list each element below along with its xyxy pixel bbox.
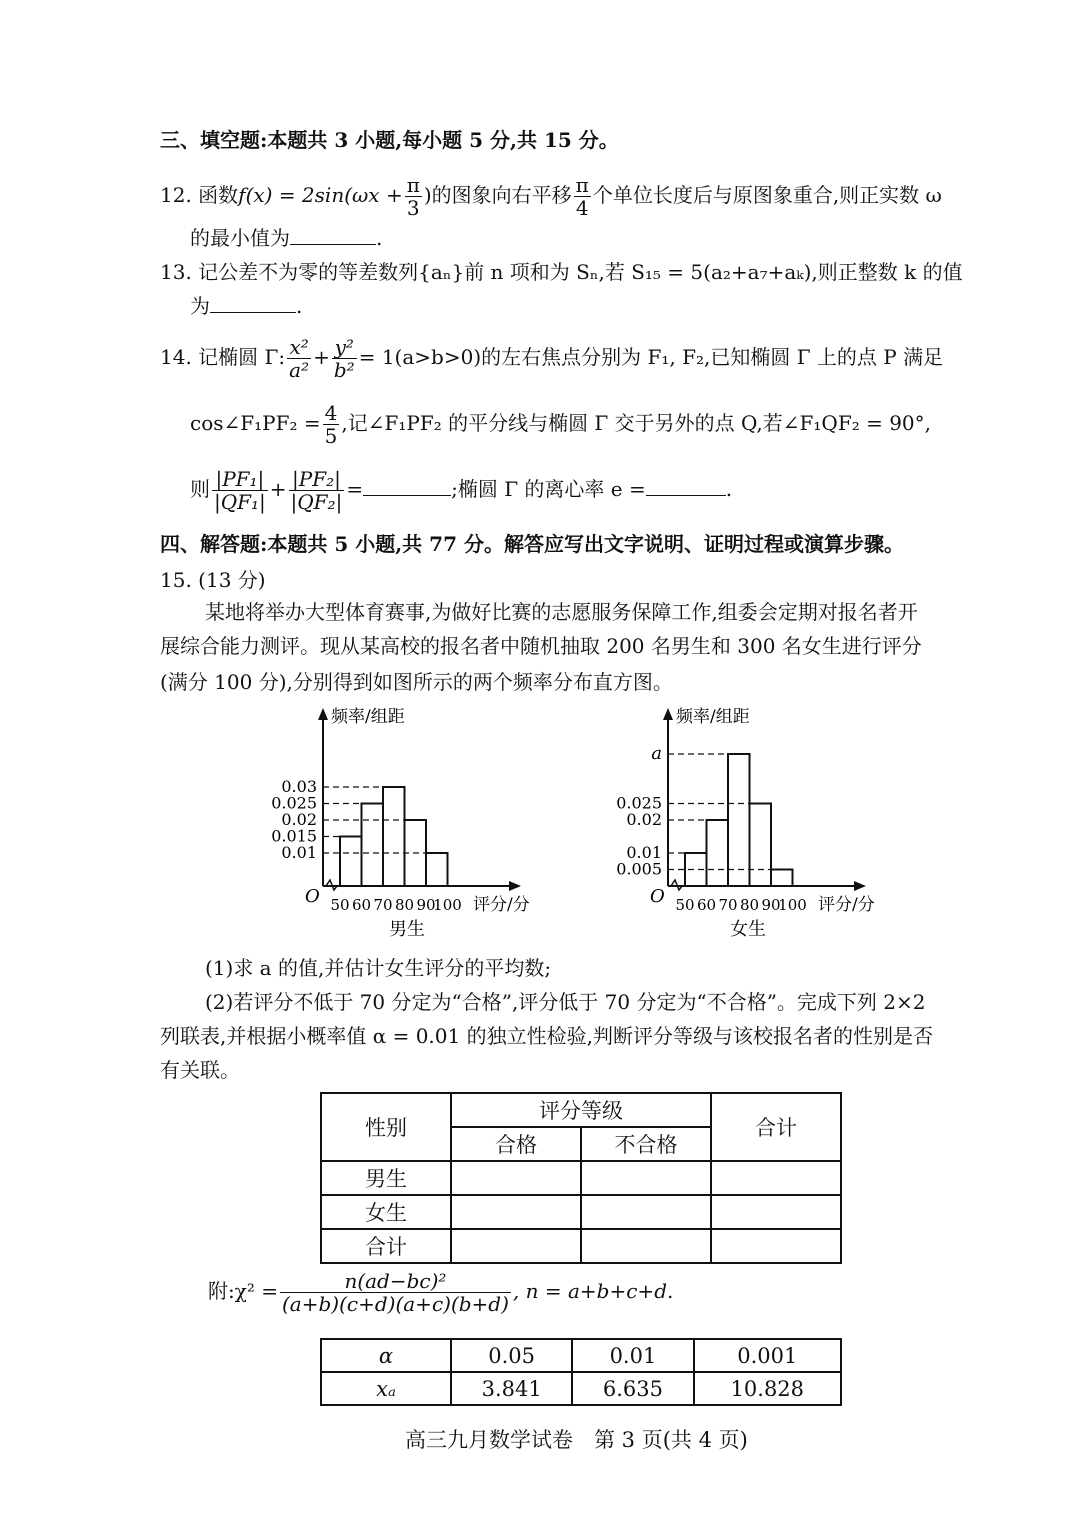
fraction-x2-a2 bbox=[287, 336, 311, 381]
question-15-number: 15. (13 分) bbox=[160, 568, 266, 592]
chi-square-fraction bbox=[280, 1270, 511, 1315]
y-tick-label: 0.02 bbox=[281, 810, 317, 829]
question-14 bbox=[160, 336, 943, 381]
question-13 bbox=[160, 258, 963, 286]
histogram-bar bbox=[426, 853, 448, 886]
x-tick-label: 70 bbox=[718, 896, 738, 914]
denominator: a² bbox=[289, 358, 310, 382]
fraction-4-5 bbox=[323, 402, 340, 447]
chart-title: 女生 bbox=[730, 919, 766, 940]
y-tick-label: 0.03 bbox=[281, 777, 317, 796]
plus-sign: + bbox=[313, 345, 330, 369]
answer-blank[interactable] bbox=[210, 292, 296, 313]
numerator: |PF₂| bbox=[289, 468, 345, 491]
sub-question-1: (1)求 a 的值,并估计女生评分的平均数; bbox=[205, 956, 552, 980]
numerator: n(ad−bc)² bbox=[280, 1270, 511, 1293]
cell-female-total[interactable] bbox=[711, 1195, 841, 1229]
numerator: y² bbox=[332, 336, 357, 359]
cell-female-pass[interactable] bbox=[451, 1195, 581, 1229]
histogram-bar bbox=[771, 870, 793, 887]
y-axis-label: 频率/组距 bbox=[676, 707, 750, 727]
section-3-header: 三、填空题:本题共 3 小题,每小题 5 分,共 15 分。 bbox=[160, 128, 619, 152]
question-text: 为 bbox=[190, 294, 210, 318]
question-15-paragraph-2: 展综合能力测评。现从某高校的报名者中随机抽取 200 名男生和 300 名女生进行评分 bbox=[160, 634, 922, 658]
origin-label: O bbox=[650, 886, 665, 907]
question-12 bbox=[160, 174, 942, 219]
alpha-value: 0.01 bbox=[572, 1339, 693, 1372]
histogram-bar bbox=[750, 804, 772, 887]
question-text: 函数 bbox=[198, 183, 239, 207]
cell-male-fail[interactable] bbox=[581, 1161, 711, 1195]
question-text: = 1(a>b>0)的左右焦点分别为 F₁, F₂,已知椭圆 Γ 上的点 P 满足 bbox=[358, 345, 944, 369]
denominator: b² bbox=[333, 358, 355, 382]
cell-male-pass[interactable] bbox=[451, 1161, 581, 1195]
header-fail: 不合格 bbox=[581, 1127, 711, 1161]
x-tick-label: 100 bbox=[778, 896, 807, 914]
chart-title: 男生 bbox=[389, 919, 425, 940]
y-tick-label: 0.025 bbox=[616, 793, 662, 813]
answer-blank-eccentricity[interactable] bbox=[646, 475, 726, 496]
x-tick-label: 90 bbox=[416, 896, 436, 914]
origin-label: O bbox=[305, 886, 320, 907]
question-number: 14. bbox=[160, 345, 192, 369]
question-12-line-2 bbox=[190, 224, 382, 252]
cell-total-fail[interactable] bbox=[581, 1229, 711, 1263]
numerator: π bbox=[575, 173, 589, 197]
x-axis-arrow bbox=[509, 881, 521, 891]
y-tick-label: 0.015 bbox=[271, 826, 317, 846]
period: . bbox=[296, 294, 303, 318]
question-14-line-3 bbox=[190, 468, 732, 513]
sub-question-2-line-3: 有关联。 bbox=[160, 1058, 240, 1082]
header-grade: 评分等级 bbox=[451, 1093, 711, 1127]
row-label-female: 女生 bbox=[321, 1195, 451, 1229]
numerator: |PF₁| bbox=[212, 468, 268, 491]
question-text: ;椭圆 Γ 的离心率 e = bbox=[451, 477, 646, 501]
cell-male-total[interactable] bbox=[711, 1161, 841, 1195]
fraction-y2-b2 bbox=[332, 336, 357, 381]
histogram-bar bbox=[728, 754, 750, 886]
x-axis-label: 评分/分 bbox=[818, 895, 875, 915]
sub-question-2-line-1: (2)若评分不低于 70 分定为“合格”,评分低于 70 分定为“不合格”。完成下列 2×2 bbox=[205, 990, 926, 1014]
histogram-male bbox=[270, 700, 560, 950]
y-tick-label: 0.005 bbox=[616, 859, 662, 879]
critical-label: xₐ bbox=[321, 1372, 451, 1405]
page-footer: 高三九月数学试卷 第 3 页(共 4 页) bbox=[405, 1428, 748, 1452]
question-text: 个单位长度后与原图象重合,则正实数 ω bbox=[592, 183, 942, 207]
function-expression: f(x) = 2sin(ωx + bbox=[238, 183, 403, 207]
row-label-total: 合计 bbox=[321, 1229, 451, 1263]
question-14-line-2 bbox=[190, 402, 931, 447]
fraction-pi-3 bbox=[405, 174, 422, 219]
critical-value: 6.635 bbox=[572, 1372, 693, 1405]
x-tick-label: 50 bbox=[675, 896, 695, 914]
question-15-paragraph-1: 某地将举办大型体育赛事,为做好比赛的志愿服务保障工作,组委会定期对报名者开 bbox=[205, 600, 918, 624]
period: . bbox=[725, 477, 733, 501]
answer-blank[interactable] bbox=[290, 224, 376, 245]
chi-square-label: 附:χ² = bbox=[208, 1279, 278, 1303]
histogram-bar bbox=[340, 837, 362, 887]
equals-sign: = bbox=[346, 477, 364, 501]
y-axis-arrow bbox=[318, 708, 328, 720]
question-text: 的最小值为 bbox=[190, 226, 290, 250]
x-tick-label: 100 bbox=[433, 896, 462, 914]
contingency-table bbox=[320, 1092, 842, 1264]
histogram-female bbox=[605, 700, 905, 950]
alpha-label: α bbox=[321, 1339, 451, 1372]
x-tick-label: 70 bbox=[373, 896, 393, 914]
period: . bbox=[376, 226, 383, 250]
x-tick-label: 90 bbox=[761, 896, 781, 914]
y-tick-label: 0.025 bbox=[271, 793, 317, 813]
cell-total-total[interactable] bbox=[711, 1229, 841, 1263]
histogram-bar bbox=[362, 804, 384, 887]
critical-value: 10.828 bbox=[694, 1372, 841, 1405]
question-number: 13. bbox=[160, 260, 192, 284]
question-text: 记椭圆 Γ: bbox=[198, 345, 286, 369]
denominator: (a+b)(c+d)(a+c)(b+d) bbox=[282, 1292, 509, 1316]
ratio-pf1-qf1 bbox=[212, 468, 268, 513]
question-text: 则 bbox=[190, 477, 210, 501]
cosine-expression: cos∠F₁PF₂ = bbox=[190, 411, 321, 435]
y-axis-label: 频率/组距 bbox=[331, 707, 405, 727]
histogram-bar bbox=[383, 787, 405, 886]
alpha-value: 0.05 bbox=[451, 1339, 572, 1372]
cell-female-fail[interactable] bbox=[581, 1195, 711, 1229]
question-text: 记公差不为零的等差数列{aₙ}前 n 项和为 Sₙ,若 S₁₅ = 5(a₂+a₇+aₖ),则正整数 k 的值 bbox=[198, 260, 963, 284]
critical-value-table bbox=[320, 1338, 842, 1406]
x-tick-label: 80 bbox=[739, 896, 760, 914]
question-text: ,记∠F₁PF₂ 的平分线与椭圆 Γ 交于另外的点 Q,若∠F₁QF₂ = 90°, bbox=[341, 411, 932, 435]
cell-total-pass[interactable] bbox=[451, 1229, 581, 1263]
x-axis-arrow bbox=[854, 881, 866, 891]
question-text: )的图象向右平移 bbox=[423, 183, 572, 207]
question-number: 12. bbox=[160, 183, 192, 207]
denominator: 5 bbox=[324, 424, 338, 448]
appendix-formula bbox=[208, 1270, 673, 1315]
section-4-header: 四、解答题:本题共 5 小题,共 77 分。解答应写出文字说明、证明过程或演算步骤。 bbox=[160, 532, 904, 556]
question-13-line-2 bbox=[190, 292, 302, 320]
y-axis-arrow bbox=[663, 708, 673, 720]
numerator: 4 bbox=[324, 401, 338, 425]
alpha-value: 0.001 bbox=[694, 1339, 841, 1372]
denominator: |QF₁| bbox=[214, 490, 266, 514]
y-tick-label: 0.01 bbox=[281, 843, 317, 862]
x-axis-label: 评分/分 bbox=[473, 895, 530, 915]
answer-blank-ratio[interactable] bbox=[363, 475, 451, 496]
histogram-bar bbox=[707, 820, 729, 886]
y-tick-label: a bbox=[651, 743, 662, 764]
x-tick-label: 60 bbox=[351, 896, 372, 914]
y-tick-label: 0.02 bbox=[626, 810, 662, 829]
x-tick-label: 50 bbox=[330, 896, 350, 914]
header-total: 合计 bbox=[711, 1093, 841, 1161]
denominator: 3 bbox=[406, 196, 420, 220]
denominator: 4 bbox=[575, 196, 589, 220]
header-gender: 性别 bbox=[321, 1093, 451, 1161]
header-pass: 合格 bbox=[451, 1127, 581, 1161]
x-tick-label: 80 bbox=[394, 896, 415, 914]
x-tick-label: 60 bbox=[696, 896, 717, 914]
question-15-paragraph-3: (满分 100 分),分别得到如图所示的两个频率分布直方图。 bbox=[160, 670, 673, 694]
fraction-pi-4 bbox=[574, 174, 591, 219]
y-tick-label: 0.01 bbox=[626, 843, 662, 862]
numerator: π bbox=[406, 173, 420, 197]
sub-question-2-line-2: 列联表,并根据小概率值 α = 0.01 的独立性检验,判断评分等级与该校报名者的性别是否 bbox=[160, 1024, 933, 1048]
n-definition: , n = a+b+c+d. bbox=[512, 1279, 674, 1303]
numerator: x² bbox=[287, 336, 311, 359]
row-label-male: 男生 bbox=[321, 1161, 451, 1195]
denominator: |QF₂| bbox=[290, 490, 343, 514]
critical-value: 3.841 bbox=[451, 1372, 572, 1405]
ratio-pf2-qf2 bbox=[289, 468, 345, 513]
plus-sign: + bbox=[269, 477, 287, 501]
